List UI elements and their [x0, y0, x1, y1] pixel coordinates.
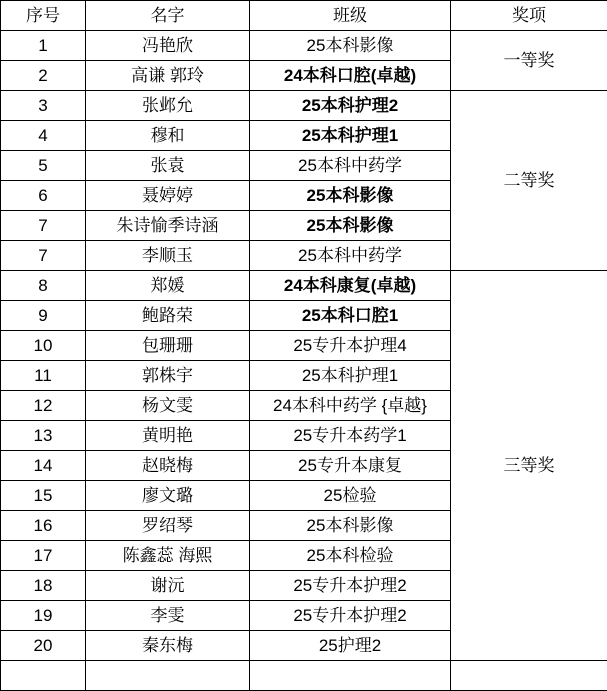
cell-no: 5	[1, 151, 86, 181]
table-row	[1, 31, 607, 61]
cell-no: 20	[1, 631, 86, 661]
cell-class: 25护理2	[250, 631, 451, 661]
table-row	[1, 91, 607, 121]
cell-name: 秦东梅	[86, 631, 250, 661]
table-header-row	[1, 1, 607, 31]
cell-name: 郭株宇	[86, 361, 250, 391]
cell-award-second-prize: 二等奖	[451, 91, 607, 271]
cell-name: 张邺允	[86, 91, 250, 121]
cell-class: 25检验	[250, 481, 451, 511]
cell-no: 18	[1, 571, 86, 601]
cell-class: 24本科康复(卓越)	[250, 271, 451, 301]
cell-class: 25本科口腔1	[250, 301, 451, 331]
cell-name: 李雯	[86, 601, 250, 631]
cell-class: 25专升本护理2	[250, 571, 451, 601]
cell-name: 杨文雯	[86, 391, 250, 421]
cell-class: 25本科护理1	[250, 361, 451, 391]
cell-class: 25本科中药学	[250, 151, 451, 181]
cell-name: 郑媛	[86, 271, 250, 301]
cell-name: 鲍路荣	[86, 301, 250, 331]
table-row	[1, 271, 607, 301]
cell-name: 包珊珊	[86, 331, 250, 361]
cell-class: 25专升本护理4	[250, 331, 451, 361]
cell-name: 聂婷婷	[86, 181, 250, 211]
cell-class: 25本科影像	[250, 511, 451, 541]
cell-class: 25本科中药学	[250, 241, 451, 271]
cell-name: 赵晓梅	[86, 451, 250, 481]
cell-name: 罗绍琴	[86, 511, 250, 541]
cell-no: 4	[1, 121, 86, 151]
cell-award-first-prize: 一等奖	[451, 31, 607, 91]
cell-name: 廖文璐	[86, 481, 250, 511]
cell-no: 15	[1, 481, 86, 511]
cell-class: 25本科检验	[250, 541, 451, 571]
cell-class: 25专升本药学1	[250, 421, 451, 451]
cell-no: 6	[1, 181, 86, 211]
cell-no: 9	[1, 301, 86, 331]
cell-no: 7	[1, 241, 86, 271]
cell-no: 11	[1, 361, 86, 391]
cell-no: 19	[1, 601, 86, 631]
cell-no: 7	[1, 211, 86, 241]
cell-name: 穆和	[86, 121, 250, 151]
header-cell-class: 班级	[250, 1, 451, 31]
cell-name: 高谦 郭玲	[86, 61, 250, 91]
cell-class: 24本科口腔(卓越)	[250, 61, 451, 91]
cell-name: 朱诗愉季诗涵	[86, 211, 250, 241]
cell-name: 黄明艳	[86, 421, 250, 451]
cell-no: 14	[1, 451, 86, 481]
header-cell-name: 名字	[86, 1, 250, 31]
cell-class: 25本科影像	[250, 181, 451, 211]
cell-name: 李顺玉	[86, 241, 250, 271]
cell-award	[451, 661, 607, 691]
cell-award-third-prize: 三等奖	[451, 271, 607, 661]
cell-class: 25本科影像	[250, 211, 451, 241]
cell-name	[86, 661, 250, 691]
cell-no: 17	[1, 541, 86, 571]
cell-no: 2	[1, 61, 86, 91]
header-cell-award: 奖项	[451, 1, 607, 31]
table-row-partial	[1, 661, 607, 691]
header-cell-no: 序号	[1, 1, 86, 31]
cell-no: 10	[1, 331, 86, 361]
cell-name: 冯艳欣	[86, 31, 250, 61]
cell-no: 12	[1, 391, 86, 421]
cell-no: 3	[1, 91, 86, 121]
cell-name: 陈鑫蕊 海熙	[86, 541, 250, 571]
cell-no: 16	[1, 511, 86, 541]
cell-class	[250, 661, 451, 691]
cell-class: 25本科影像	[250, 31, 451, 61]
cell-name: 张袁	[86, 151, 250, 181]
cell-class: 25专升本康复	[250, 451, 451, 481]
cell-name: 谢沅	[86, 571, 250, 601]
cell-class: 25本科护理2	[250, 91, 451, 121]
cell-no: 13	[1, 421, 86, 451]
cell-class: 25专升本护理2	[250, 601, 451, 631]
cell-no	[1, 661, 86, 691]
cell-no: 8	[1, 271, 86, 301]
cell-class: 24本科中药学 {卓越}	[250, 391, 451, 421]
cell-no: 1	[1, 31, 86, 61]
cell-class: 25本科护理1	[250, 121, 451, 151]
